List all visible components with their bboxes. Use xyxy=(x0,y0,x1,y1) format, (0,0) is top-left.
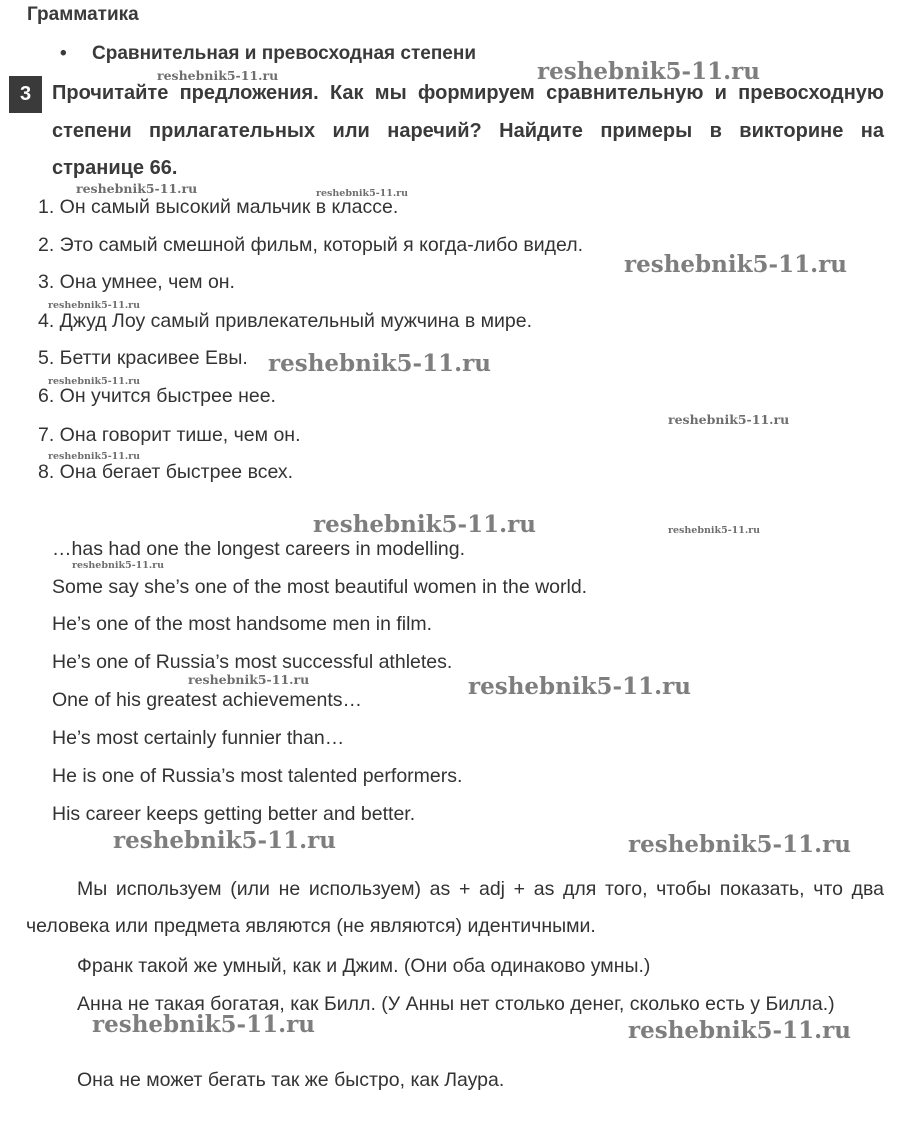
sentence-item: 6. Он учится быстрее нее. xyxy=(38,385,276,407)
watermark: reshebnik5-11.ru xyxy=(48,300,141,311)
example-item: He’s one of Russia’s most successful athletes. xyxy=(52,651,453,673)
example-item: He is one of Russia’s most talented performers. xyxy=(52,765,463,787)
example-paragraph xyxy=(26,948,884,985)
example-item: His career keeps getting better and better. xyxy=(52,803,416,825)
sentence-item: 1. Он самый высокий мальчик в классе. xyxy=(38,196,399,218)
sentence-item: 8. Она бегает быстрее всех. xyxy=(38,461,294,483)
example-item: …has had one the longest careers in modelling. xyxy=(52,538,466,560)
sentence-item: 2. Это самый смешной фильм, который я когда-либо видел. xyxy=(38,234,584,256)
watermark: reshebnik5-11.ru xyxy=(113,827,336,854)
topic-label: Сравнительная и превосходная степени xyxy=(92,43,477,64)
example-item: He’s one of the most handsome men in film. xyxy=(52,613,433,635)
watermark: reshebnik5-11.ru xyxy=(268,350,491,377)
sentence-item: 4. Джуд Лоу самый привлекательный мужчина в мире. xyxy=(38,310,533,332)
rule-paragraph xyxy=(26,871,884,945)
task-instruction: Прочитайте предложения. Как мы формируем сравнительную и превосходную степени прилагательных или наречий? Найдите примеры в викторине на странице 66. xyxy=(52,82,884,179)
watermark: reshebnik5-11.ru xyxy=(313,511,536,538)
watermark: reshebnik5-11.ru xyxy=(72,560,165,571)
example-text: Она не может бегать так же быстро, как Лаура. xyxy=(77,1069,505,1091)
rule-text: Мы используем (или не используем) as + adj + as для того, чтобы показать, что два человека или предмета являются (не являются) идентичными. xyxy=(26,878,884,937)
watermark: reshebnik5-11.ru xyxy=(157,68,279,83)
watermark: reshebnik5-11.ru xyxy=(468,673,691,700)
example-item: One of his greatest achievements… xyxy=(52,689,362,711)
example-text: Франк такой же умный, как и Джим. (Они оба одинаково умны.) xyxy=(77,955,651,977)
task-number-badge: 3 xyxy=(9,76,42,113)
watermark: reshebnik5-11.ru xyxy=(92,1011,315,1038)
bullet-icon: • xyxy=(60,43,67,64)
example-text: Анна не такая богатая, как Билл. (У Анны нет столько денег, сколько есть у Билла.) xyxy=(77,993,835,1015)
sentence-item: 3. Она умнее, чем он. xyxy=(38,271,235,293)
watermark: reshebnik5-11.ru xyxy=(537,58,760,85)
watermark: reshebnik5-11.ru xyxy=(668,412,790,427)
sentence-item: 7. Она говорит тише, чем он. xyxy=(38,424,301,446)
example-item: He’s most certainly funnier than… xyxy=(52,727,345,749)
example-paragraph xyxy=(26,1062,884,1099)
watermark: reshebnik5-11.ru xyxy=(316,188,409,199)
grammar-topic xyxy=(60,43,476,65)
section-title: Грамматика xyxy=(27,4,139,25)
example-item: Some say she’s one of the most beautiful women in the world. xyxy=(52,576,588,598)
watermark: reshebnik5-11.ru xyxy=(624,251,847,278)
watermark: reshebnik5-11.ru xyxy=(628,1017,851,1044)
watermark: reshebnik5-11.ru xyxy=(668,525,761,536)
watermark: reshebnik5-11.ru xyxy=(48,451,141,462)
watermark: reshebnik5-11.ru xyxy=(628,831,851,858)
watermark: reshebnik5-11.ru xyxy=(188,672,310,687)
watermark: reshebnik5-11.ru xyxy=(48,376,141,387)
watermark: reshebnik5-11.ru xyxy=(76,181,198,196)
sentence-item: 5. Бетти красивее Евы. xyxy=(38,347,248,369)
